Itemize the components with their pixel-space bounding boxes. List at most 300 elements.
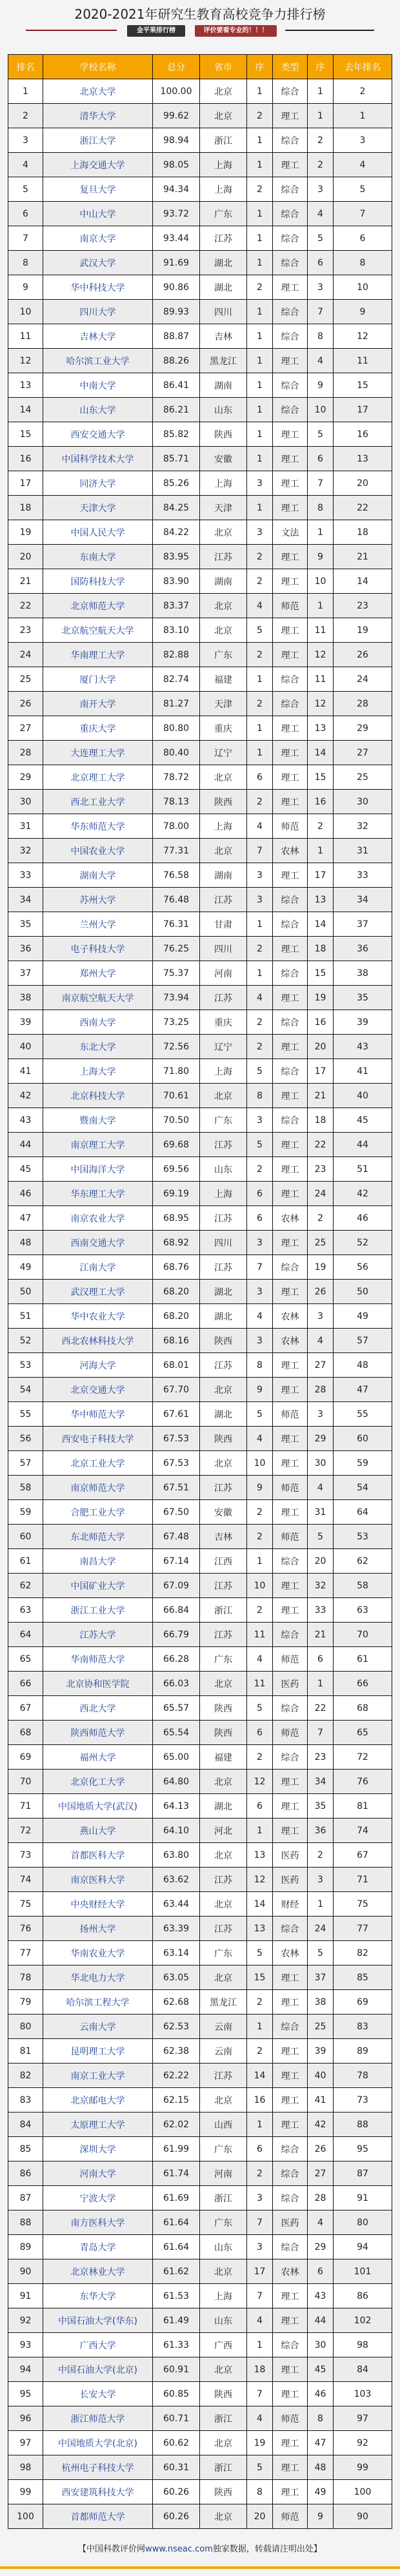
- cell-province-rank: 7: [247, 839, 273, 863]
- cell-school-name[interactable]: 北京大学: [43, 79, 153, 104]
- cell-type-rank: 26: [308, 2137, 334, 2161]
- cell-rank: 38: [8, 986, 43, 1010]
- cell-rank: 21: [8, 569, 43, 594]
- cell-last-year-rank: 38: [334, 961, 392, 986]
- cell-last-year-rank: 100: [334, 2480, 392, 2504]
- cell-rank: 74: [8, 1868, 43, 1892]
- cell-score: 75.37: [153, 961, 200, 986]
- cell-province-rank: 1: [247, 496, 273, 520]
- cell-rank: 52: [8, 1329, 43, 1353]
- cell-province-rank: 1: [247, 300, 273, 324]
- cell-school-name[interactable]: 南京理工大学: [43, 1133, 153, 1157]
- cell-school-name[interactable]: 浙江大学: [43, 128, 153, 153]
- cell-province-rank: 1: [247, 398, 273, 422]
- cell-school-name[interactable]: 东北师范大学: [43, 1525, 153, 1549]
- cell-type-rank: 8: [308, 324, 334, 349]
- cell-province-rank: 2: [247, 1157, 273, 1182]
- cell-type-rank: 4: [308, 1476, 334, 1500]
- cell-school-name[interactable]: 南京航空航天大学: [43, 986, 153, 1010]
- cell-school-name[interactable]: 华中农业大学: [43, 1304, 153, 1329]
- cell-score: 67.14: [153, 1549, 200, 1574]
- cell-type-rank: 9: [308, 2504, 334, 2529]
- cell-last-year-rank: 29: [334, 716, 392, 741]
- table-row: [8, 104, 392, 128]
- table-row: [8, 1721, 392, 1745]
- cell-type: 理工: [273, 1427, 308, 1451]
- cell-type: 理工: [273, 1819, 308, 1843]
- cell-score: 64.10: [153, 1819, 200, 1843]
- cell-province: 上海: [200, 2284, 247, 2308]
- table-row: [8, 324, 392, 349]
- cell-school-name[interactable]: 首都医科大学: [43, 1843, 153, 1868]
- cell-school-name[interactable]: 南昌大学: [43, 1549, 153, 1574]
- cell-type: 综合: [273, 251, 308, 275]
- cell-rank: 45: [8, 1157, 43, 1182]
- cell-province: 江苏: [200, 1868, 247, 1892]
- cell-type: 综合: [273, 888, 308, 912]
- cell-type-rank: 5: [308, 422, 334, 447]
- cell-school-name[interactable]: 武汉理工大学: [43, 1280, 153, 1304]
- cell-score: 88.26: [153, 349, 200, 373]
- cell-school-name[interactable]: 哈尔滨工程大学: [43, 1990, 153, 2015]
- cell-school-name[interactable]: 太原理工大学: [43, 2113, 153, 2137]
- cell-type: 理工: [273, 716, 308, 741]
- cell-type-rank: 4: [308, 1329, 334, 1353]
- cell-score: 84.22: [153, 520, 200, 545]
- cell-province-rank: 13: [247, 1917, 273, 1941]
- cell-school-name[interactable]: 华中师范大学: [43, 1402, 153, 1427]
- cell-rank: 76: [8, 1917, 43, 1941]
- cell-type: 综合: [273, 300, 308, 324]
- table-row: [8, 2504, 392, 2529]
- cell-school-name[interactable]: 厦门大学: [43, 667, 153, 692]
- cell-type: 理工: [273, 275, 308, 300]
- cell-type: 师范: [273, 1721, 308, 1745]
- cell-province-rank: 12: [247, 1770, 273, 1794]
- cell-rank: 88: [8, 2210, 43, 2235]
- cell-school-name[interactable]: 西安电子科技大学: [43, 1427, 153, 1451]
- cell-last-year-rank: 63: [334, 1598, 392, 1623]
- cell-rank: 67: [8, 1696, 43, 1721]
- cell-type-rank: 3: [308, 1402, 334, 1427]
- cell-rank: 46: [8, 1182, 43, 1206]
- cell-school-name[interactable]: 宁波大学: [43, 2186, 153, 2210]
- cell-type: 理工: [273, 1990, 308, 2015]
- cell-school-name[interactable]: 南京师范大学: [43, 1476, 153, 1500]
- cell-score: 78.72: [153, 765, 200, 790]
- table-row: [8, 1696, 392, 1721]
- cell-type: 综合: [273, 912, 308, 937]
- cell-school-name[interactable]: 北京协和医学院: [43, 1672, 153, 1696]
- cell-province-rank: 2: [247, 1035, 273, 1059]
- cell-school-name[interactable]: 华北电力大学: [43, 1966, 153, 1990]
- cell-province: 江苏: [200, 1353, 247, 1378]
- cell-score: 83.95: [153, 545, 200, 569]
- cell-school-name[interactable]: 暨南大学: [43, 1108, 153, 1133]
- cell-school-name[interactable]: 兰州大学: [43, 912, 153, 937]
- cell-score: 94.34: [153, 177, 200, 202]
- cell-last-year-rank: 72: [334, 1745, 392, 1770]
- cell-school-name[interactable]: 扬州大学: [43, 1917, 153, 1941]
- cell-school-name[interactable]: 合肥工业大学: [43, 1500, 153, 1525]
- cell-school-name[interactable]: 华东师范大学: [43, 814, 153, 839]
- cell-type-rank: 26: [308, 1280, 334, 1304]
- cell-type-rank: 2: [308, 1843, 334, 1868]
- cell-score: 66.84: [153, 1598, 200, 1623]
- cell-school-name[interactable]: 中国石油大学(北京): [43, 2357, 153, 2382]
- source-url-link[interactable]: www.nseac.com: [145, 2544, 213, 2554]
- cell-score: 91.69: [153, 251, 200, 275]
- cell-school-name[interactable]: 北京师范大学: [43, 594, 153, 618]
- table-row: [8, 1255, 392, 1280]
- cell-school-name[interactable]: 中国地质大学(北京): [43, 2431, 153, 2455]
- cell-rank: 65: [8, 1647, 43, 1672]
- cell-province-rank: 5: [247, 1059, 273, 1084]
- cell-type-rank: 37: [308, 1966, 334, 1990]
- table-row: [8, 496, 392, 520]
- table-row: [8, 1427, 392, 1451]
- cell-score: 67.09: [153, 1574, 200, 1598]
- cell-type-rank: 28: [308, 1378, 334, 1402]
- cell-province-rank: 4: [247, 1427, 273, 1451]
- cell-school-name[interactable]: 西南大学: [43, 1010, 153, 1035]
- cell-province: 广东: [200, 1647, 247, 1672]
- cell-school-name[interactable]: 北京林业大学: [43, 2259, 153, 2284]
- cell-province-rank: 2: [247, 545, 273, 569]
- table-row: [8, 373, 392, 398]
- cell-school-name[interactable]: 浙江师范大学: [43, 2406, 153, 2431]
- cell-score: 77.31: [153, 839, 200, 863]
- cell-last-year-rank: 25: [334, 765, 392, 790]
- cell-last-year-rank: 69: [334, 1990, 392, 2015]
- cell-school-name[interactable]: 南京医科大学: [43, 1868, 153, 1892]
- cell-school-name[interactable]: 华南农业大学: [43, 1941, 153, 1966]
- cell-last-year-rank: 37: [334, 912, 392, 937]
- cell-school-name[interactable]: 中南大学: [43, 373, 153, 398]
- cell-score: 62.68: [153, 1990, 200, 2015]
- cell-province-rank: 6: [247, 2137, 273, 2161]
- cell-school-name[interactable]: 上海大学: [43, 1059, 153, 1084]
- cell-province: 天津: [200, 692, 247, 716]
- cell-school-name[interactable]: 北京化工大学: [43, 1770, 153, 1794]
- cell-score: 68.20: [153, 1304, 200, 1329]
- cell-score: 60.71: [153, 2406, 200, 2431]
- cell-school-name[interactable]: 清华大学: [43, 104, 153, 128]
- cell-province-rank: 1: [247, 128, 273, 153]
- cell-school-name[interactable]: 国防科技大学: [43, 569, 153, 594]
- cell-rank: 71: [8, 1794, 43, 1819]
- cell-last-year-rank: 65: [334, 1721, 392, 1745]
- cell-school-name[interactable]: 西安交通大学: [43, 422, 153, 447]
- table-row: [8, 1329, 392, 1353]
- cell-last-year-rank: 3: [334, 128, 392, 153]
- source-note: [0, 2542, 400, 2554]
- cell-province: 湖南: [200, 863, 247, 888]
- cell-province: 江苏: [200, 226, 247, 251]
- cell-score: 67.53: [153, 1451, 200, 1476]
- cell-school-name[interactable]: 重庆大学: [43, 716, 153, 741]
- cell-school-name[interactable]: 西北大学: [43, 1696, 153, 1721]
- cell-school-name[interactable]: 中国科学技术大学: [43, 447, 153, 471]
- cell-school-name[interactable]: 云南大学: [43, 2015, 153, 2039]
- cell-school-name[interactable]: 山东大学: [43, 398, 153, 422]
- cell-province-rank: 12: [247, 1868, 273, 1892]
- cell-last-year-rank: 68: [334, 1696, 392, 1721]
- cell-province: 北京: [200, 1378, 247, 1402]
- cell-school-name[interactable]: 中国石油大学(华东): [43, 2308, 153, 2333]
- cell-rank: 7: [8, 226, 43, 251]
- cell-school-name[interactable]: 北京理工大学: [43, 765, 153, 790]
- cell-school-name[interactable]: 上海交通大学: [43, 153, 153, 177]
- cell-rank: 13: [8, 373, 43, 398]
- cell-school-name[interactable]: 陕西师范大学: [43, 1721, 153, 1745]
- cell-school-name[interactable]: 北京交通大学: [43, 1378, 153, 1402]
- cell-last-year-rank: 77: [334, 1917, 392, 1941]
- cell-rank: 93: [8, 2333, 43, 2357]
- cell-score: 61.64: [153, 2210, 200, 2235]
- cell-school-name[interactable]: 河南大学: [43, 2161, 153, 2186]
- cell-last-year-rank: 27: [334, 741, 392, 765]
- table-row: [8, 545, 392, 569]
- cell-type: 综合: [273, 2333, 308, 2357]
- cell-province: 山东: [200, 1157, 247, 1182]
- cell-school-name[interactable]: 浙江工业大学: [43, 1598, 153, 1623]
- cell-score: 73.94: [153, 986, 200, 1010]
- cell-province: 北京: [200, 1672, 247, 1696]
- table-row: [8, 1843, 392, 1868]
- cell-type: 综合: [273, 128, 308, 153]
- table-row: [8, 153, 392, 177]
- cell-school-name[interactable]: 南京工业大学: [43, 2064, 153, 2088]
- badge-slogan: 评价要看专业的！！！: [195, 25, 277, 37]
- cell-province: 江苏: [200, 1476, 247, 1500]
- cell-province-rank: 5: [247, 1402, 273, 1427]
- cell-school-name[interactable]: 河海大学: [43, 1353, 153, 1378]
- cell-school-name[interactable]: 苏州大学: [43, 888, 153, 912]
- cell-type: 农林: [273, 1206, 308, 1231]
- cell-school-name[interactable]: 广西大学: [43, 2333, 153, 2357]
- cell-school-name[interactable]: 北京工业大学: [43, 1451, 153, 1476]
- cell-province: 浙江: [200, 2406, 247, 2431]
- cell-type: 综合: [273, 2186, 308, 2210]
- cell-type: 理工: [273, 765, 308, 790]
- cell-school-name[interactable]: 中国农业大学: [43, 839, 153, 863]
- cell-type: 综合: [273, 1255, 308, 1280]
- cell-type-rank: 32: [308, 1574, 334, 1598]
- cell-province-rank: 2: [247, 2161, 273, 2186]
- cell-school-name[interactable]: 北京邮电大学: [43, 2088, 153, 2113]
- cell-province-rank: 11: [247, 1672, 273, 1696]
- cell-rank: 99: [8, 2480, 43, 2504]
- cell-school-name[interactable]: 电子科技大学: [43, 937, 153, 961]
- cell-last-year-rank: 70: [334, 1623, 392, 1647]
- cell-rank: 28: [8, 741, 43, 765]
- cell-rank: 79: [8, 1990, 43, 2015]
- cell-school-name[interactable]: 杭州电子科技大学: [43, 2455, 153, 2480]
- cell-school-name[interactable]: 深圳大学: [43, 2137, 153, 2161]
- cell-school-name[interactable]: 青岛大学: [43, 2235, 153, 2259]
- cell-school-name[interactable]: 中央财经大学: [43, 1892, 153, 1917]
- cell-rank: 29: [8, 765, 43, 790]
- cell-school-name[interactable]: 中国地质大学(武汉): [43, 1794, 153, 1819]
- cell-school-name[interactable]: 复旦大学: [43, 177, 153, 202]
- cell-province: 广东: [200, 643, 247, 667]
- cell-rank: 48: [8, 1231, 43, 1255]
- cell-province-rank: 6: [247, 1182, 273, 1206]
- cell-score: 61.62: [153, 2259, 200, 2284]
- cell-province: 北京: [200, 618, 247, 643]
- cell-score: 66.28: [153, 1647, 200, 1672]
- cell-type-rank: 10: [308, 569, 334, 594]
- cell-type: 理工: [273, 1770, 308, 1794]
- cell-last-year-rank: 42: [334, 1182, 392, 1206]
- cell-last-year-rank: 80: [334, 2210, 392, 2235]
- cell-type-rank: 12: [308, 692, 334, 716]
- cell-school-name[interactable]: 天津大学: [43, 496, 153, 520]
- cell-school-name[interactable]: 西北农林科技大学: [43, 1329, 153, 1353]
- cell-rank: 40: [8, 1035, 43, 1059]
- cell-type-rank: 25: [308, 1231, 334, 1255]
- cell-type: 理工: [273, 1280, 308, 1304]
- cell-rank: 89: [8, 2235, 43, 2259]
- page-title: 2020-2021年研究生教育高校竞争力排行榜: [74, 6, 326, 22]
- cell-type: 医药: [273, 1672, 308, 1696]
- cell-province-rank: 2: [247, 104, 273, 128]
- cell-score: 86.41: [153, 373, 200, 398]
- cell-last-year-rank: 95: [334, 2137, 392, 2161]
- cell-rank: 3: [8, 128, 43, 153]
- table-row: [8, 300, 392, 324]
- cell-type: 综合: [273, 398, 308, 422]
- cell-province: 陕西: [200, 2480, 247, 2504]
- cell-school-name[interactable]: 南京大学: [43, 226, 153, 251]
- cell-rank: 68: [8, 1721, 43, 1745]
- cell-school-name[interactable]: 江苏大学: [43, 1623, 153, 1647]
- cell-score: 90.86: [153, 275, 200, 300]
- table-row: [8, 1059, 392, 1084]
- cell-school-name[interactable]: 吉林大学: [43, 324, 153, 349]
- cell-province: 北京: [200, 2431, 247, 2455]
- col-province: 省市: [200, 55, 247, 79]
- cell-type: 理工: [273, 1966, 308, 1990]
- cell-school-name[interactable]: 西安建筑科技大学: [43, 2480, 153, 2504]
- cell-last-year-rank: 10: [334, 275, 392, 300]
- cell-school-name[interactable]: 郑州大学: [43, 961, 153, 986]
- cell-school-name[interactable]: 大连理工大学: [43, 741, 153, 765]
- cell-school-name[interactable]: 中山大学: [43, 202, 153, 226]
- cell-type-rank: 20: [308, 1549, 334, 1574]
- cell-rank: 43: [8, 1108, 43, 1133]
- cell-school-name[interactable]: 南方医科大学: [43, 2210, 153, 2235]
- cell-school-name[interactable]: 哈尔滨工业大学: [43, 349, 153, 373]
- cell-school-name[interactable]: 华东理工大学: [43, 1182, 153, 1206]
- cell-school-name[interactable]: 东北大学: [43, 1035, 153, 1059]
- cell-school-name[interactable]: 中国海洋大学: [43, 1157, 153, 1182]
- cell-school-name[interactable]: 福州大学: [43, 1745, 153, 1770]
- cell-school-name[interactable]: 北京科技大学: [43, 1084, 153, 1108]
- table-row: [8, 1108, 392, 1133]
- cell-province-rank: 7: [247, 2284, 273, 2308]
- cell-school-name[interactable]: 燕山大学: [43, 1819, 153, 1843]
- cell-type: 师范: [273, 2406, 308, 2431]
- cell-province-rank: 2: [247, 937, 273, 961]
- cell-type: 理工: [273, 471, 308, 496]
- cell-last-year-rank: 9: [334, 300, 392, 324]
- cell-province-rank: 1: [247, 1549, 273, 1574]
- cell-school-name[interactable]: 西北工业大学: [43, 790, 153, 814]
- cell-school-name[interactable]: 北京航空航天大学: [43, 618, 153, 643]
- cell-school-name[interactable]: 昆明理工大学: [43, 2039, 153, 2064]
- cell-province: 上海: [200, 1182, 247, 1206]
- cell-school-name[interactable]: 四川大学: [43, 300, 153, 324]
- cell-type: 理工: [273, 863, 308, 888]
- cell-school-name[interactable]: 中国矿业大学: [43, 1574, 153, 1598]
- cell-province: 福建: [200, 667, 247, 692]
- cell-score: 68.76: [153, 1255, 200, 1280]
- cell-school-name[interactable]: 南开大学: [43, 692, 153, 716]
- cell-province: 安徽: [200, 1500, 247, 1525]
- cell-type-rank: 16: [308, 790, 334, 814]
- cell-type: 理工: [273, 2357, 308, 2382]
- cell-type: 理工: [273, 1378, 308, 1402]
- cell-rank: 56: [8, 1427, 43, 1451]
- cell-type: 理工: [273, 986, 308, 1010]
- cell-type-rank: 14: [308, 912, 334, 937]
- cell-type-rank: 15: [308, 765, 334, 790]
- cell-school-name[interactable]: 中国人民大学: [43, 520, 153, 545]
- cell-type: 理工: [273, 496, 308, 520]
- cell-school-name[interactable]: 湖南大学: [43, 863, 153, 888]
- cell-score: 76.58: [153, 863, 200, 888]
- cell-school-name[interactable]: 江南大学: [43, 1255, 153, 1280]
- cell-score: 86.21: [153, 398, 200, 422]
- divider-left: [26, 30, 117, 31]
- cell-province: 湖北: [200, 1402, 247, 1427]
- cell-province-rank: 11: [247, 1623, 273, 1647]
- cell-school-name[interactable]: 西南交通大学: [43, 1231, 153, 1255]
- cell-score: 78.00: [153, 814, 200, 839]
- cell-province-rank: 5: [247, 618, 273, 643]
- cell-province-rank: 1: [247, 202, 273, 226]
- cell-province: 湖北: [200, 275, 247, 300]
- cell-score: 99.62: [153, 104, 200, 128]
- cell-province: 湖北: [200, 251, 247, 275]
- cell-province: 上海: [200, 814, 247, 839]
- cell-last-year-rank: 46: [334, 1206, 392, 1231]
- cell-province: 江苏: [200, 2064, 247, 2088]
- cell-type: 农林: [273, 839, 308, 863]
- cell-school-name[interactable]: 华中科技大学: [43, 275, 153, 300]
- cell-school-name[interactable]: 首都师范大学: [43, 2504, 153, 2529]
- cell-type: 理工: [273, 1182, 308, 1206]
- cell-school-name[interactable]: 华南师范大学: [43, 1647, 153, 1672]
- cell-school-name[interactable]: 东南大学: [43, 545, 153, 569]
- cell-school-name[interactable]: 华南理工大学: [43, 643, 153, 667]
- cell-rank: 15: [8, 422, 43, 447]
- cell-school-name[interactable]: 同济大学: [43, 471, 153, 496]
- cell-province-rank: 1: [247, 2113, 273, 2137]
- cell-school-name[interactable]: 长安大学: [43, 2382, 153, 2406]
- cell-rank: 14: [8, 398, 43, 422]
- cell-school-name[interactable]: 东华大学: [43, 2284, 153, 2308]
- cell-last-year-rank: 91: [334, 2186, 392, 2210]
- cell-type: 综合: [273, 226, 308, 251]
- cell-school-name[interactable]: 南京农业大学: [43, 1206, 153, 1231]
- cell-rank: 12: [8, 349, 43, 373]
- cell-type-rank: 35: [308, 1794, 334, 1819]
- cell-school-name[interactable]: 武汉大学: [43, 251, 153, 275]
- cell-rank: 91: [8, 2284, 43, 2308]
